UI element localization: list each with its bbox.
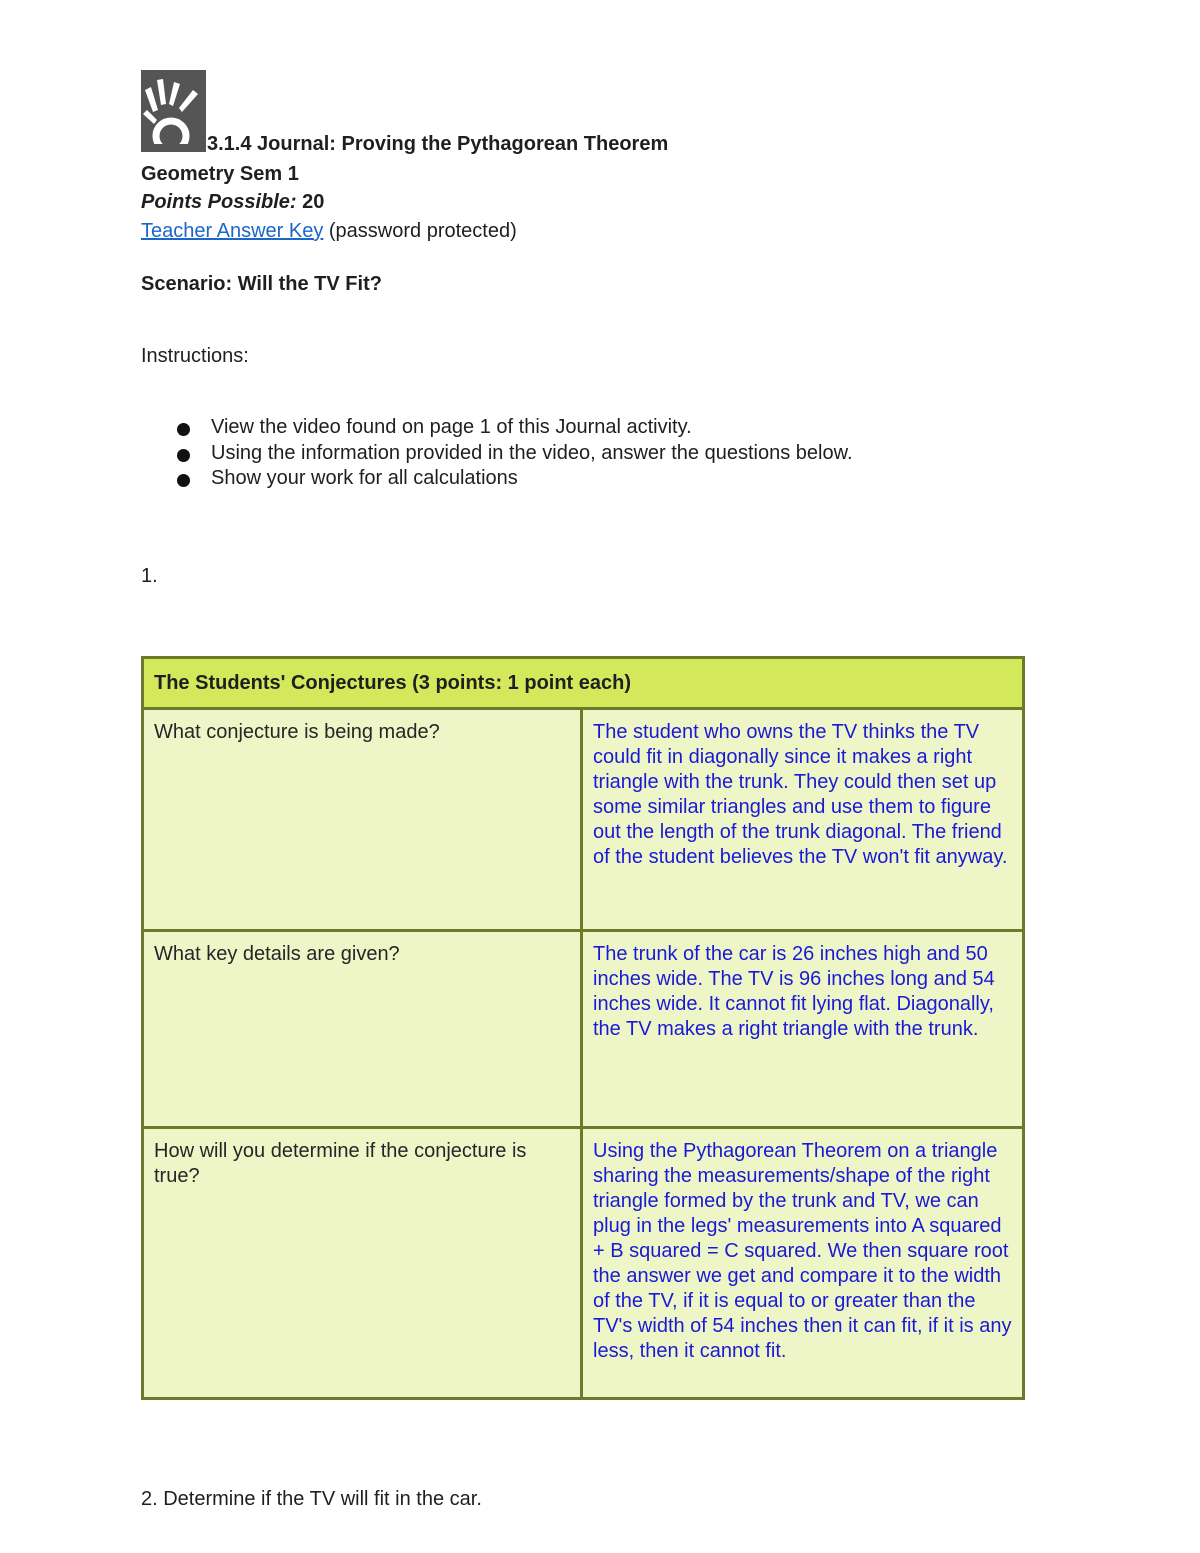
bullet-icon <box>177 474 190 487</box>
answer-cell[interactable]: The student who owns the TV thinks the TV could fit in diagonally since it makes a right triangle with the trunk. They could then set up some similar triangles and use them to figure out the length of the trunk diagonal. The friend of the student believes the TV won't fit anyway. <box>582 709 1024 931</box>
sun-logo-icon <box>141 70 206 152</box>
list-item <box>141 466 853 492</box>
table-heading: The Students' Conjectures (3 points: 1 point each) <box>143 658 1024 709</box>
instructions-label: Instructions: <box>141 345 249 367</box>
instruction-text: Using the information provided in the video, answer the questions below. <box>211 441 853 464</box>
points-possible <box>141 190 324 214</box>
conjectures-table <box>141 656 1025 1400</box>
instruction-text: Show your work for all calculations <box>211 467 518 489</box>
answer-key-line <box>141 219 517 243</box>
table-row <box>143 1128 1024 1399</box>
instruction-text: View the video found on page 1 of this Journal activity. <box>211 416 692 438</box>
question-1-number: 1. <box>141 565 158 587</box>
teacher-answer-key-link[interactable]: Teacher Answer Key <box>141 220 324 242</box>
answer-key-note: (password protected) <box>328 220 517 242</box>
points-value: 20 <box>302 191 325 213</box>
points-label: Points Possible: <box>141 191 297 213</box>
table-row <box>143 709 1024 931</box>
table-row <box>143 931 1024 1128</box>
scenario-heading: Scenario: Will the TV Fit? <box>141 273 382 295</box>
instructions-list <box>141 415 853 492</box>
journal-title: 3.1.4 Journal: Proving the Pythagorean Theorem <box>207 133 669 155</box>
course-name: Geometry Sem 1 <box>141 163 299 185</box>
question-cell: What key details are given? <box>143 931 582 1128</box>
answer-cell[interactable]: Using the Pythagorean Theorem on a triangle sharing the measurements/shape of the right triangle formed by the trunk and TV, we can plug in the legs' measurements into A squared + B squared = C squared. We then square root the answer we get and compare it to the width of the TV, if it is equal to or greater than the TV's width of 54 inches then it can fit, if it is any less, then it cannot fit. <box>582 1128 1024 1399</box>
answer-cell[interactable]: The trunk of the car is 26 inches high and 50 inches wide. The TV is 96 inches long and 54 inches wide. It cannot fit lying flat. Diagonally, the TV makes a right triangle with the trunk. <box>582 931 1024 1128</box>
question-cell: What conjecture is being made? <box>143 709 582 931</box>
bullet-icon <box>177 449 190 462</box>
list-item <box>141 415 853 441</box>
question-2: 2. Determine if the TV will fit in the car. <box>141 1488 482 1510</box>
list-item <box>141 441 853 467</box>
question-cell: How will you determine if the conjecture is true? <box>143 1128 582 1399</box>
bullet-icon <box>177 423 190 436</box>
